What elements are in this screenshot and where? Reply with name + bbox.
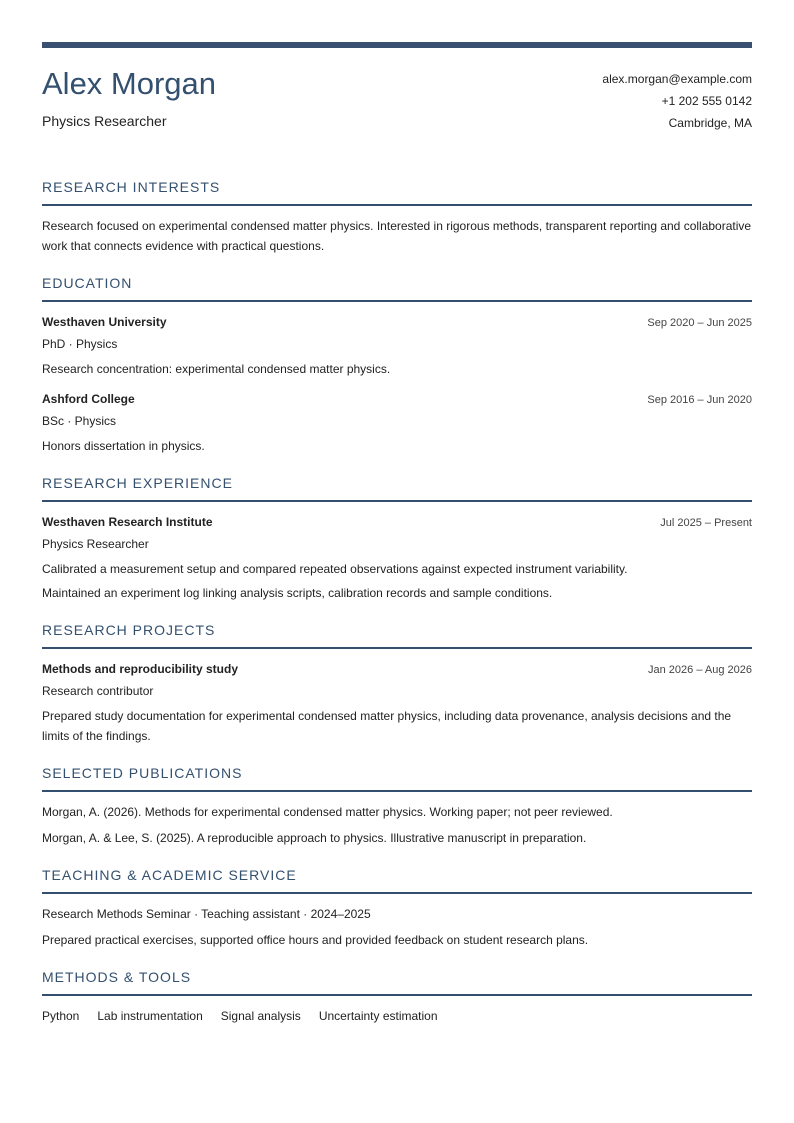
tools-list (42, 1006, 752, 1026)
education-entry (42, 389, 752, 456)
entry-project-name: Methods and reproducibility study (42, 662, 239, 676)
section-heading: SELECTED PUBLICATIONS (42, 764, 752, 792)
section-research-projects (42, 621, 752, 746)
resume-header (42, 64, 752, 144)
entry-description: Prepared study documentation for experimental condensed matter physics, including data provenance, analysis decisions and the limits of the findings. (42, 709, 732, 743)
contact-location: Cambridge, MA (668, 116, 752, 130)
resume-body (42, 178, 752, 1044)
contact-email[interactable]: alex.morgan@example.com (602, 72, 752, 86)
section-methods-tools (42, 968, 752, 1026)
section-heading: RESEARCH PROJECTS (42, 621, 752, 649)
section-heading: METHODS & TOOLS (42, 968, 752, 996)
section-teaching (42, 866, 752, 950)
candidate-name: Alex Morgan (42, 66, 217, 101)
publication-item: Morgan, A. & Lee, S. (2025). A reproducible approach to physics. Illustrative manuscript in preparation. (42, 831, 587, 845)
section-heading: RESEARCH INTERESTS (42, 178, 752, 206)
entry-role: Physics Researcher (42, 537, 149, 551)
entry-role: Research contributor (42, 684, 154, 698)
entry-date: Jul 2025 – Present (660, 517, 752, 529)
section-publications (42, 764, 752, 848)
section-heading: RESEARCH EXPERIENCE (42, 474, 752, 502)
tool-item: Lab instrumentation (97, 1009, 203, 1023)
tool-item: Uncertainty estimation (318, 1009, 438, 1023)
candidate-title: Physics Researcher (42, 113, 167, 129)
education-entry (42, 312, 752, 379)
section-research-experience (42, 474, 752, 603)
entry-description: Research concentration: experimental condensed matter physics. (42, 362, 391, 376)
entry-date: Jan 2026 – Aug 2026 (648, 664, 752, 676)
experience-bullet: Calibrated a measurement setup and compared repeated observations against expected instrument variability. (42, 562, 628, 576)
tool-item: Python (42, 1009, 80, 1023)
tool-item: Signal analysis (220, 1009, 301, 1023)
section-research-interests (42, 178, 752, 256)
section-heading: EDUCATION (42, 274, 752, 302)
publication-item: Morgan, A. (2026). Methods for experimental condensed matter physics. Working paper; not peer reviewed. (42, 805, 613, 819)
entry-date: Sep 2016 – Jun 2020 (647, 394, 752, 406)
entry-organization: Westhaven Research Institute (42, 515, 213, 529)
entry-degree: BSc · Physics (42, 414, 117, 428)
entry-organization: Westhaven University (42, 315, 167, 329)
entry-organization: Ashford College (42, 392, 135, 406)
contact-block (602, 68, 752, 134)
entry-degree: PhD · Physics (42, 337, 118, 351)
project-entry (42, 659, 752, 746)
teaching-description: Prepared practical exercises, supported office hours and provided feedback on student research plans. (42, 933, 589, 947)
experience-entry (42, 512, 752, 603)
section-education (42, 274, 752, 456)
teaching-line: Research Methods Seminar · Teaching assistant · 2024–2025 (42, 907, 371, 921)
section-heading: TEACHING & ACADEMIC SERVICE (42, 866, 752, 894)
experience-bullet: Maintained an experiment log linking analysis scripts, calibration records and sample conditions. (42, 586, 553, 600)
entry-description: Honors dissertation in physics. (42, 439, 205, 453)
top-accent-bar (42, 42, 752, 48)
contact-phone[interactable]: +1 202 555 0142 (661, 94, 752, 108)
research-interests-text: Research focused on experimental condensed matter physics. Interested in rigorous methods, transparent reporting and collaborative work that connects evidence with practical questions. (42, 219, 752, 253)
entry-date: Sep 2020 – Jun 2025 (647, 317, 752, 329)
